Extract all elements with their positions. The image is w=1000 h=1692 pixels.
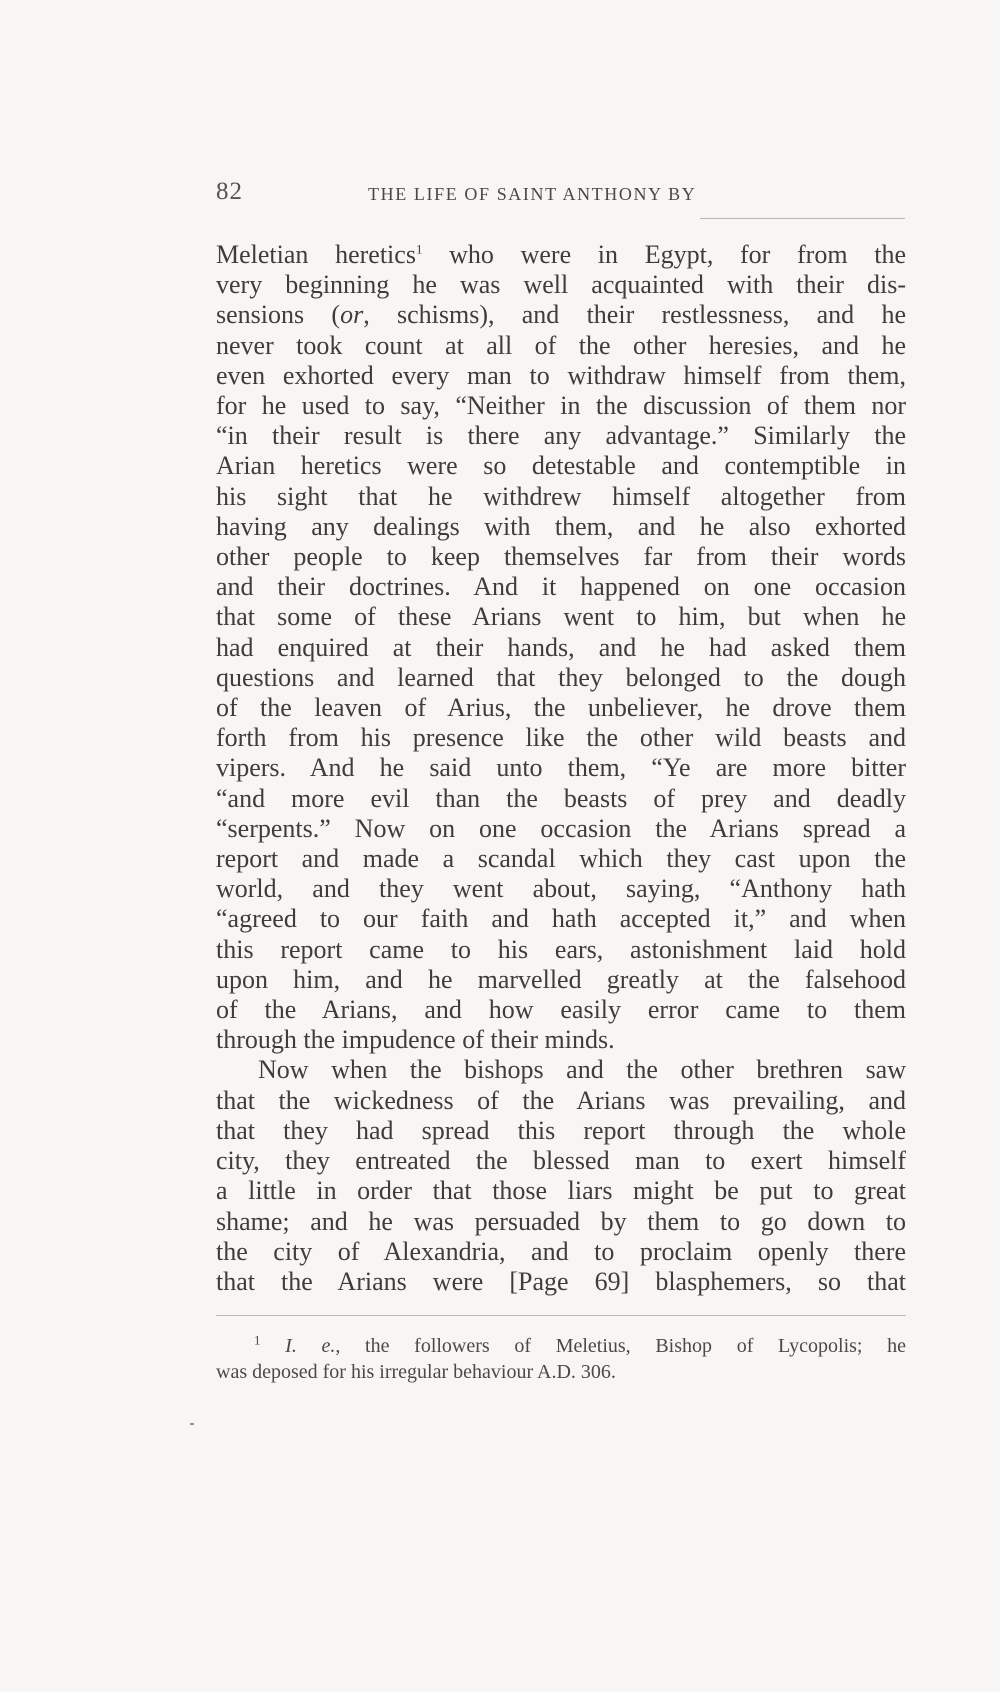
header-rule xyxy=(700,218,905,219)
text-line: even exhorted every man to withdraw himself from them, xyxy=(216,360,906,390)
text-line: that the wickedness of the Arians was prevailing, and xyxy=(216,1085,906,1115)
text-line: other people to keep themselves far from their words xyxy=(216,542,906,572)
footnote xyxy=(216,1333,906,1385)
text-line: “serpents.” Now on one occasion the Arians spread a xyxy=(216,813,906,843)
italic-text: or xyxy=(340,300,364,330)
page-number: 82 xyxy=(216,178,243,205)
text-line: a little in order that those liars might be put to great xyxy=(216,1176,906,1206)
running-head: THE LIFE OF SAINT ANTHONY BY xyxy=(368,184,697,204)
footnote-reference: 1 xyxy=(415,241,423,257)
text-line: and their doctrines. And it happened on one occasion xyxy=(216,572,906,602)
body-text xyxy=(216,240,906,1297)
text-fragment: sensions ( xyxy=(216,300,341,330)
text-line: vipers. And he said unto them, “Ye are more bitter xyxy=(216,753,906,783)
text-line: report and made a scandal which they cast upon the xyxy=(216,844,906,874)
text-line: this report came to his ears, astonishment laid hold xyxy=(216,934,906,964)
text-line: world, and they went about, saying, “Anthony hath xyxy=(216,874,906,904)
text-line: for he used to say, “Neither in the discussion of them nor xyxy=(216,391,906,421)
text-line: Arian heretics were so detestable and contemptible in xyxy=(216,451,906,481)
text-fragment: who were in Egypt, for from the xyxy=(422,240,906,269)
text-fragment: Meletian heretics xyxy=(216,240,416,269)
footnote-rule xyxy=(216,1315,906,1316)
text-line: that the Arians were [Page 69] blasphemers, so that xyxy=(216,1266,906,1296)
text-line: “agreed to our faith and hath accepted it,” and when xyxy=(216,904,906,934)
text-line: the city of Alexandria, and to proclaim openly there xyxy=(216,1236,906,1266)
text-line: Now when the bishops and the other brethren saw xyxy=(258,1055,906,1085)
text-line: through the impudence of their minds. xyxy=(216,1025,615,1055)
text-line xyxy=(216,240,906,270)
print-speck xyxy=(190,1423,194,1425)
text-line: that some of these Arians went to him, but when he xyxy=(216,602,906,632)
text-line: having any dealings with them, and he also exhorted xyxy=(216,511,906,541)
text-line: of the Arians, and how easily error came to them xyxy=(216,995,906,1025)
text-line: “in their result is there any advantage.” Similarly the xyxy=(216,421,906,451)
footnote-line: was deposed for his irregular behaviour A.D. 306. xyxy=(216,1361,616,1383)
italic-text: I. e. xyxy=(285,1335,336,1357)
text-line: his sight that he withdrew himself altogether from xyxy=(216,481,906,511)
text-line: very beginning he was well acquainted with their dis- xyxy=(216,270,906,300)
text-line: had enquired at their hands, and he had asked them xyxy=(216,632,906,662)
text-line: city, they entreated the blessed man to exert himself xyxy=(216,1146,906,1176)
text-line: that they had spread this report through the whole xyxy=(216,1115,906,1145)
footnote-marker: 1 xyxy=(254,1332,261,1348)
text-line: forth from his presence like the other wild beasts and xyxy=(216,723,906,753)
text-line: of the leaven of Arius, the unbeliever, he drove them xyxy=(216,693,906,723)
footnote-line xyxy=(216,1333,906,1359)
text-line: questions and learned that they belonged to the dough xyxy=(216,662,906,692)
text-fragment: , the followers of Meletius, Bishop of Lycopolis; he xyxy=(335,1335,907,1357)
page-header xyxy=(216,178,906,214)
text-line xyxy=(216,300,906,330)
text-line: upon him, and he marvelled greatly at the falsehood xyxy=(216,964,906,994)
text-line: shame; and he was persuaded by them to go down to xyxy=(216,1206,906,1236)
text-fragment: , schisms), and their restlessness, and he xyxy=(363,300,906,330)
text-line: “and more evil than the beasts of prey and deadly xyxy=(216,783,906,813)
text-line: never took count at all of the other heresies, and he xyxy=(216,330,906,360)
